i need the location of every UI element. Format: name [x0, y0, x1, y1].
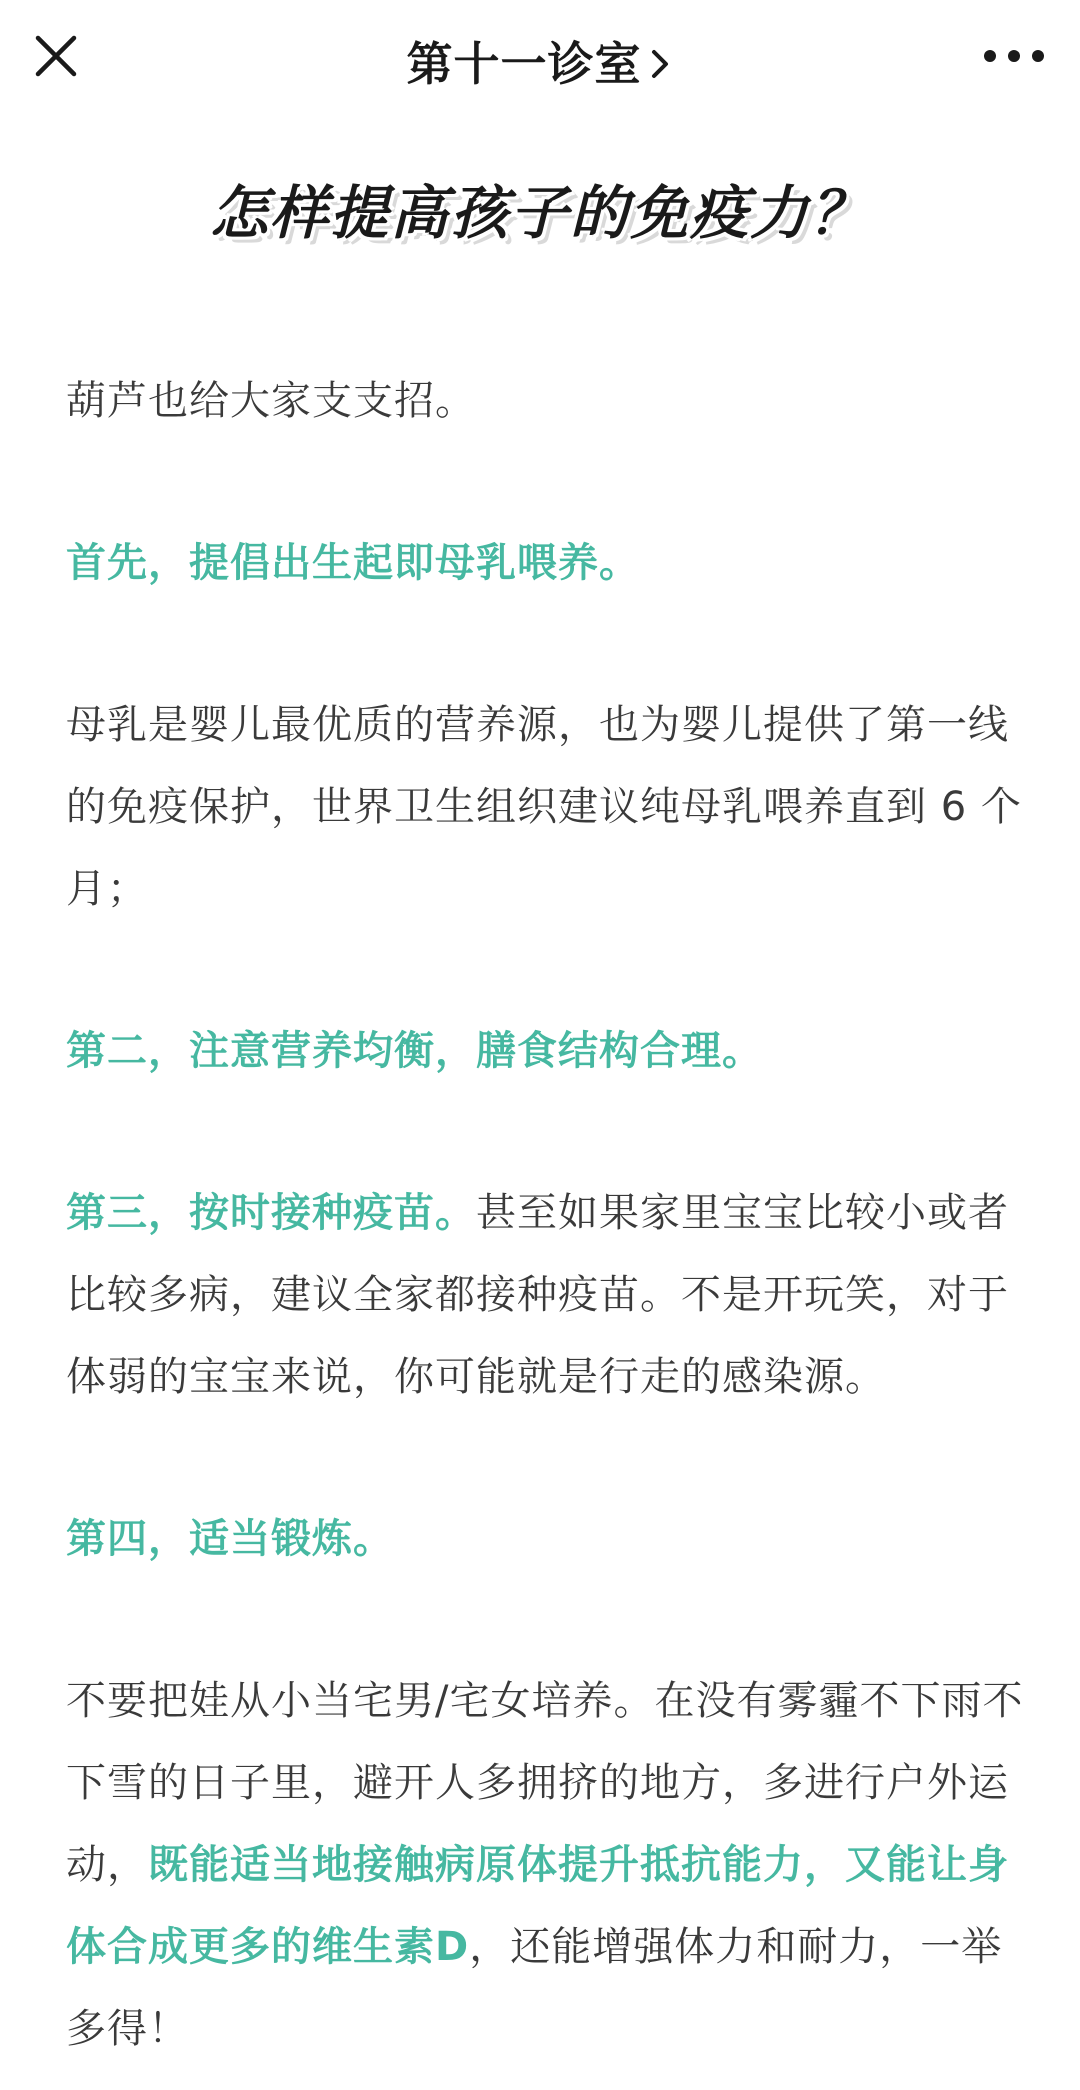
tip3-heading: 第三，按时接种疫苗。 [66, 1190, 476, 1236]
tip4-heading: 第四，适当锻炼。 [66, 1516, 394, 1562]
intro-paragraph: 葫芦也给大家支支招。 [66, 378, 476, 424]
account-name-link[interactable] [0, 28, 1080, 94]
chevron-right-icon [648, 44, 674, 84]
article-headline: 怎样提高孩子的免疫力？ [200, 166, 880, 250]
spacer [66, 604, 1026, 684]
tip3-paragraph [66, 1172, 1026, 1418]
spacer [66, 1092, 1026, 1172]
tip4-paragraph [66, 1660, 1026, 2070]
spacer [66, 442, 1026, 522]
more-horizontal-icon [1008, 50, 1020, 62]
tip4-body-end: ，还能增强体力和耐力，一举多得！ [66, 1924, 1003, 2052]
tip1-heading: 首先，提倡出生起即母乳喂养。 [66, 540, 640, 586]
top-bar [0, 0, 1080, 120]
headline-area [0, 166, 1080, 250]
more-options-button[interactable] [984, 50, 1044, 66]
tip1-paragraph: 母乳是婴儿最优质的营养源，也为婴儿提供了第一线的免疫保护，世界卫生组织建议纯母乳喂养直到 6 个月； [66, 702, 1022, 912]
article-body [66, 360, 1026, 2070]
account-name: 第十一诊室 [406, 37, 642, 91]
tip2-heading: 第二，注意营养均衡，膳食结构合理。 [66, 1028, 763, 1074]
spacer [66, 1418, 1026, 1498]
spacer [66, 930, 1026, 1010]
spacer [66, 1580, 1026, 1660]
tip4-body-start: 不要把娃从小当宅男/宅女培养。在没有雾霾不下雨不下雪的日子里，避开人多拥挤的地方，多进行户外运动， [66, 1678, 1024, 1888]
tip3-body: 甚至如果家里宝宝比较小或者比较多病，建议全家都接种疫苗。不是开玩笑，对于体弱的宝宝来说，你可能就是行走的感染源。 [66, 1190, 1009, 1400]
tip4-body-highlight: 既能适当地接触病原体提升抵抗能力，又能让身体合成更多的维生素D [66, 1842, 1009, 1970]
more-horizontal-icon [984, 50, 996, 62]
more-horizontal-icon [1032, 50, 1044, 62]
